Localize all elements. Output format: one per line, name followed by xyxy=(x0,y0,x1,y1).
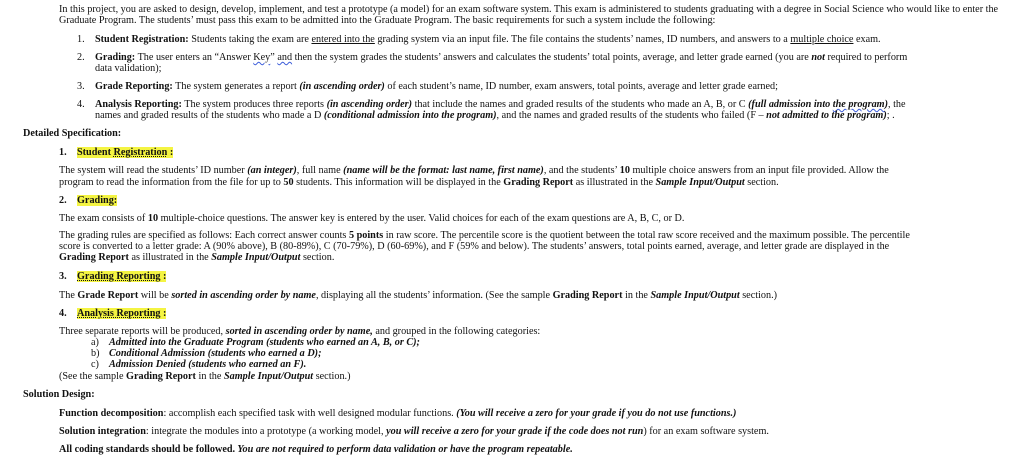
spec-2-line-3: score is converted to a letter grade: A (90% above), B (80-89%), C (70-79%), D (60-69%), and F (59% and below). The students’ answers, total points earned, average, and letter grade are displayed in the xyxy=(59,241,890,252)
intro-text: In this project, you are asked to design, develop, implement, and test a prototype (a model) for an exam software system. This exam is administered to students graduating with a degree in Social Science who would like to enter the Graduate Program. The students’ must pass this exam to be admitted into the Graduate Program. The basic requirements for such a system include the following: xyxy=(59,4,999,27)
spec-4-line-1: Three separate reports will be produced, sorted in ascending order by name, and grouped in the following categories: xyxy=(59,326,541,337)
coding-standards: All coding standards should be followed. You are not required to perform data validation or have the program repeatable. xyxy=(59,444,573,455)
solution-heading: Solution Design: xyxy=(23,389,95,400)
solution-integration: Solution integration: integrate the modules into a prototype (a working model, you will receive a zero for your grade if the code does not run) for an exam software system. xyxy=(59,426,769,437)
requirement-3: 3. Grade Reporting: The system generates a report (in ascending order) of each student’s name, ID number, exam answers, total points, average and letter grade earned; xyxy=(77,81,778,92)
spec-4-item-a: a) Admitted into the Graduate Program (students who earned an A, B, or C); xyxy=(91,337,420,348)
intro-paragraph xyxy=(59,4,999,27)
requirement-1: 1. Student Registration: Students taking the exam are entered into the grading system via an input file. The file contains the students’ names, ID numbers, and answers to a multiple choice exam. xyxy=(77,34,881,45)
requirement-2: 2. Grading: The user enters an “Answer Key” and then the system grades the students’ answers and calculates the students’ total points, average, and letter grade earned (you are not required to perform xyxy=(77,52,908,63)
spec-4-see-also: (See the sample Grading Report in the Sample Input/Output section.) xyxy=(59,371,351,382)
requirement-2-cont: data validation); xyxy=(95,63,162,74)
function-decomposition: Function decomposition: accomplish each specified task with well designed modular functions. (You will receive a zero for your grade if you do not use functions.) xyxy=(59,408,737,419)
spec-3-title: 3. Grading Reporting : xyxy=(59,271,167,282)
spec-2-line-4: Grading Report as illustrated in the Sample Input/Output section. xyxy=(59,252,335,263)
spec-3-line-1: The Grade Report will be sorted in ascending order by name, displaying all the students’ information. (See the sample Grading Report in the Sample Input/Output section.) xyxy=(59,290,778,301)
requirement-4-cont: names and graded results of the students who made a D (conditional admission into the program), and the names and graded results of the students who failed (F – not admitted to the program); . xyxy=(95,110,895,121)
spec-1-line-1: The system will read the students’ ID number (an integer), full name (name will be the format: last name, first name), and the students’ 10 multiple choice answers from an input file provided. Allow the xyxy=(59,165,889,176)
spec-4-item-c: c) Admission Denied (students who earned an F). xyxy=(91,359,307,370)
spec-4-item-b: b) Conditional Admission (students who earned a D); xyxy=(91,348,322,359)
spec-2-line-1: The exam consists of 10 multiple-choice questions. The answer key is entered by the user. Valid choices for each of the exam questions are A, B, C, or D. xyxy=(59,213,685,224)
spec-2-title: 2. Grading: xyxy=(59,195,118,206)
requirement-4: 4. Analysis Reporting: The system produces three reports (in ascending order) that include the names and graded results of the students who made an A, B, or C (full admission into the program), the xyxy=(77,99,906,110)
detailed-spec-heading: Detailed Specification: xyxy=(23,128,122,139)
spec-4-title: 4. Analysis Reporting : xyxy=(59,308,167,319)
spec-1-line-2: program to read the information from the file for up to 50 students. This information will be displayed in the Grading Report as illustrated in the Sample Input/Output section. xyxy=(59,177,779,188)
spec-2-line-2: The grading rules are specified as follows: Each correct answer counts 5 points in raw score. The percentile score is the quotient between the total raw score received and the maximum possible. The percentile xyxy=(59,230,910,241)
spec-1-title: 1. Student Registration : xyxy=(59,147,174,158)
